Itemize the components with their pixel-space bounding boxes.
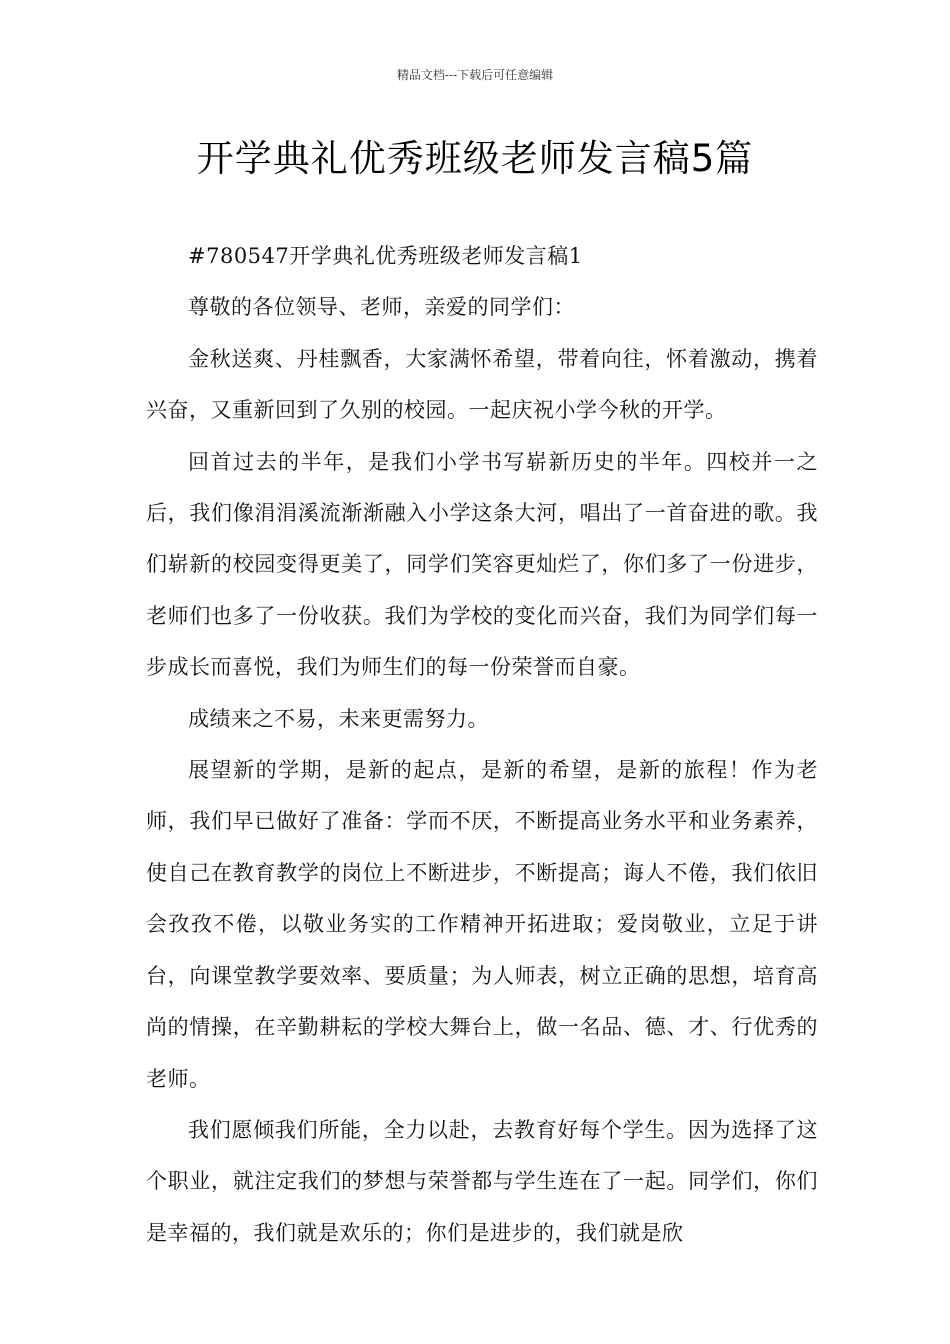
document-paragraph: 展望新的学期，是新的起点，是新的希望，是新的旅程！作为老师，我们早已做好了准备：学而不厌，不断提高业务水平和业务素养，使自己在教育教学的岗位上不断进步，不断提高；诲人不倦，我们依旧会孜孜不倦，以敬业务实的工作精神开拓进取；爱岗敬业，立足于讲台，向课堂教学要效率、要质量；为人师表，树立正确的思想，培育高尚的情操，在辛勤耕耘的学校大舞台上，做一名品、德、才、行优秀的老师。 [146,758,818,1091]
document-paragraph: 我们愿倾我们所能，全力以赴，去教育好每个学生。因为选择了这个职业，就注定我们的梦想与荣誉都与学生连在了一起。同学们，你们是幸福的，我们就是欢乐的；你们是进步的，我们就是欣 [146,1117,818,1245]
document-paragraph: 回首过去的半年，是我们小学书写崭新历史的半年。四校并一之后，我们像涓涓溪流渐渐融入小学这条大河，唱出了一首奋进的歌。我们崭新的校园变得更美了，同学们笑容更灿烂了，你们多了一份进步，老师们也多了一份收获。我们为学校的变化而兴奋，我们为同学们每一步成长而喜悦，我们为师生们的每一份荣誉而自豪。 [146,449,818,680]
document-paragraph: #780547开学典礼优秀班级老师发言稿1 [188,244,583,268]
page-header-note: 精品文档---下载后可任意编辑 [396,68,554,82]
document-paragraph: 金秋送爽、丹桂飘香，大家满怀希望，带着向往，怀着激动，携着兴奋，又重新回到了久别的校园。一起庆祝小学今秋的开学。 [146,346,818,423]
document-body [146,231,818,1259]
document-title: 开学典礼优秀班级老师发言稿5篇 [196,137,754,180]
document-paragraph: 尊敬的各位领导、老师，亲爱的同学们： [188,295,575,320]
document-paragraph: 成绩来之不易，未来更需努力。 [188,706,489,731]
